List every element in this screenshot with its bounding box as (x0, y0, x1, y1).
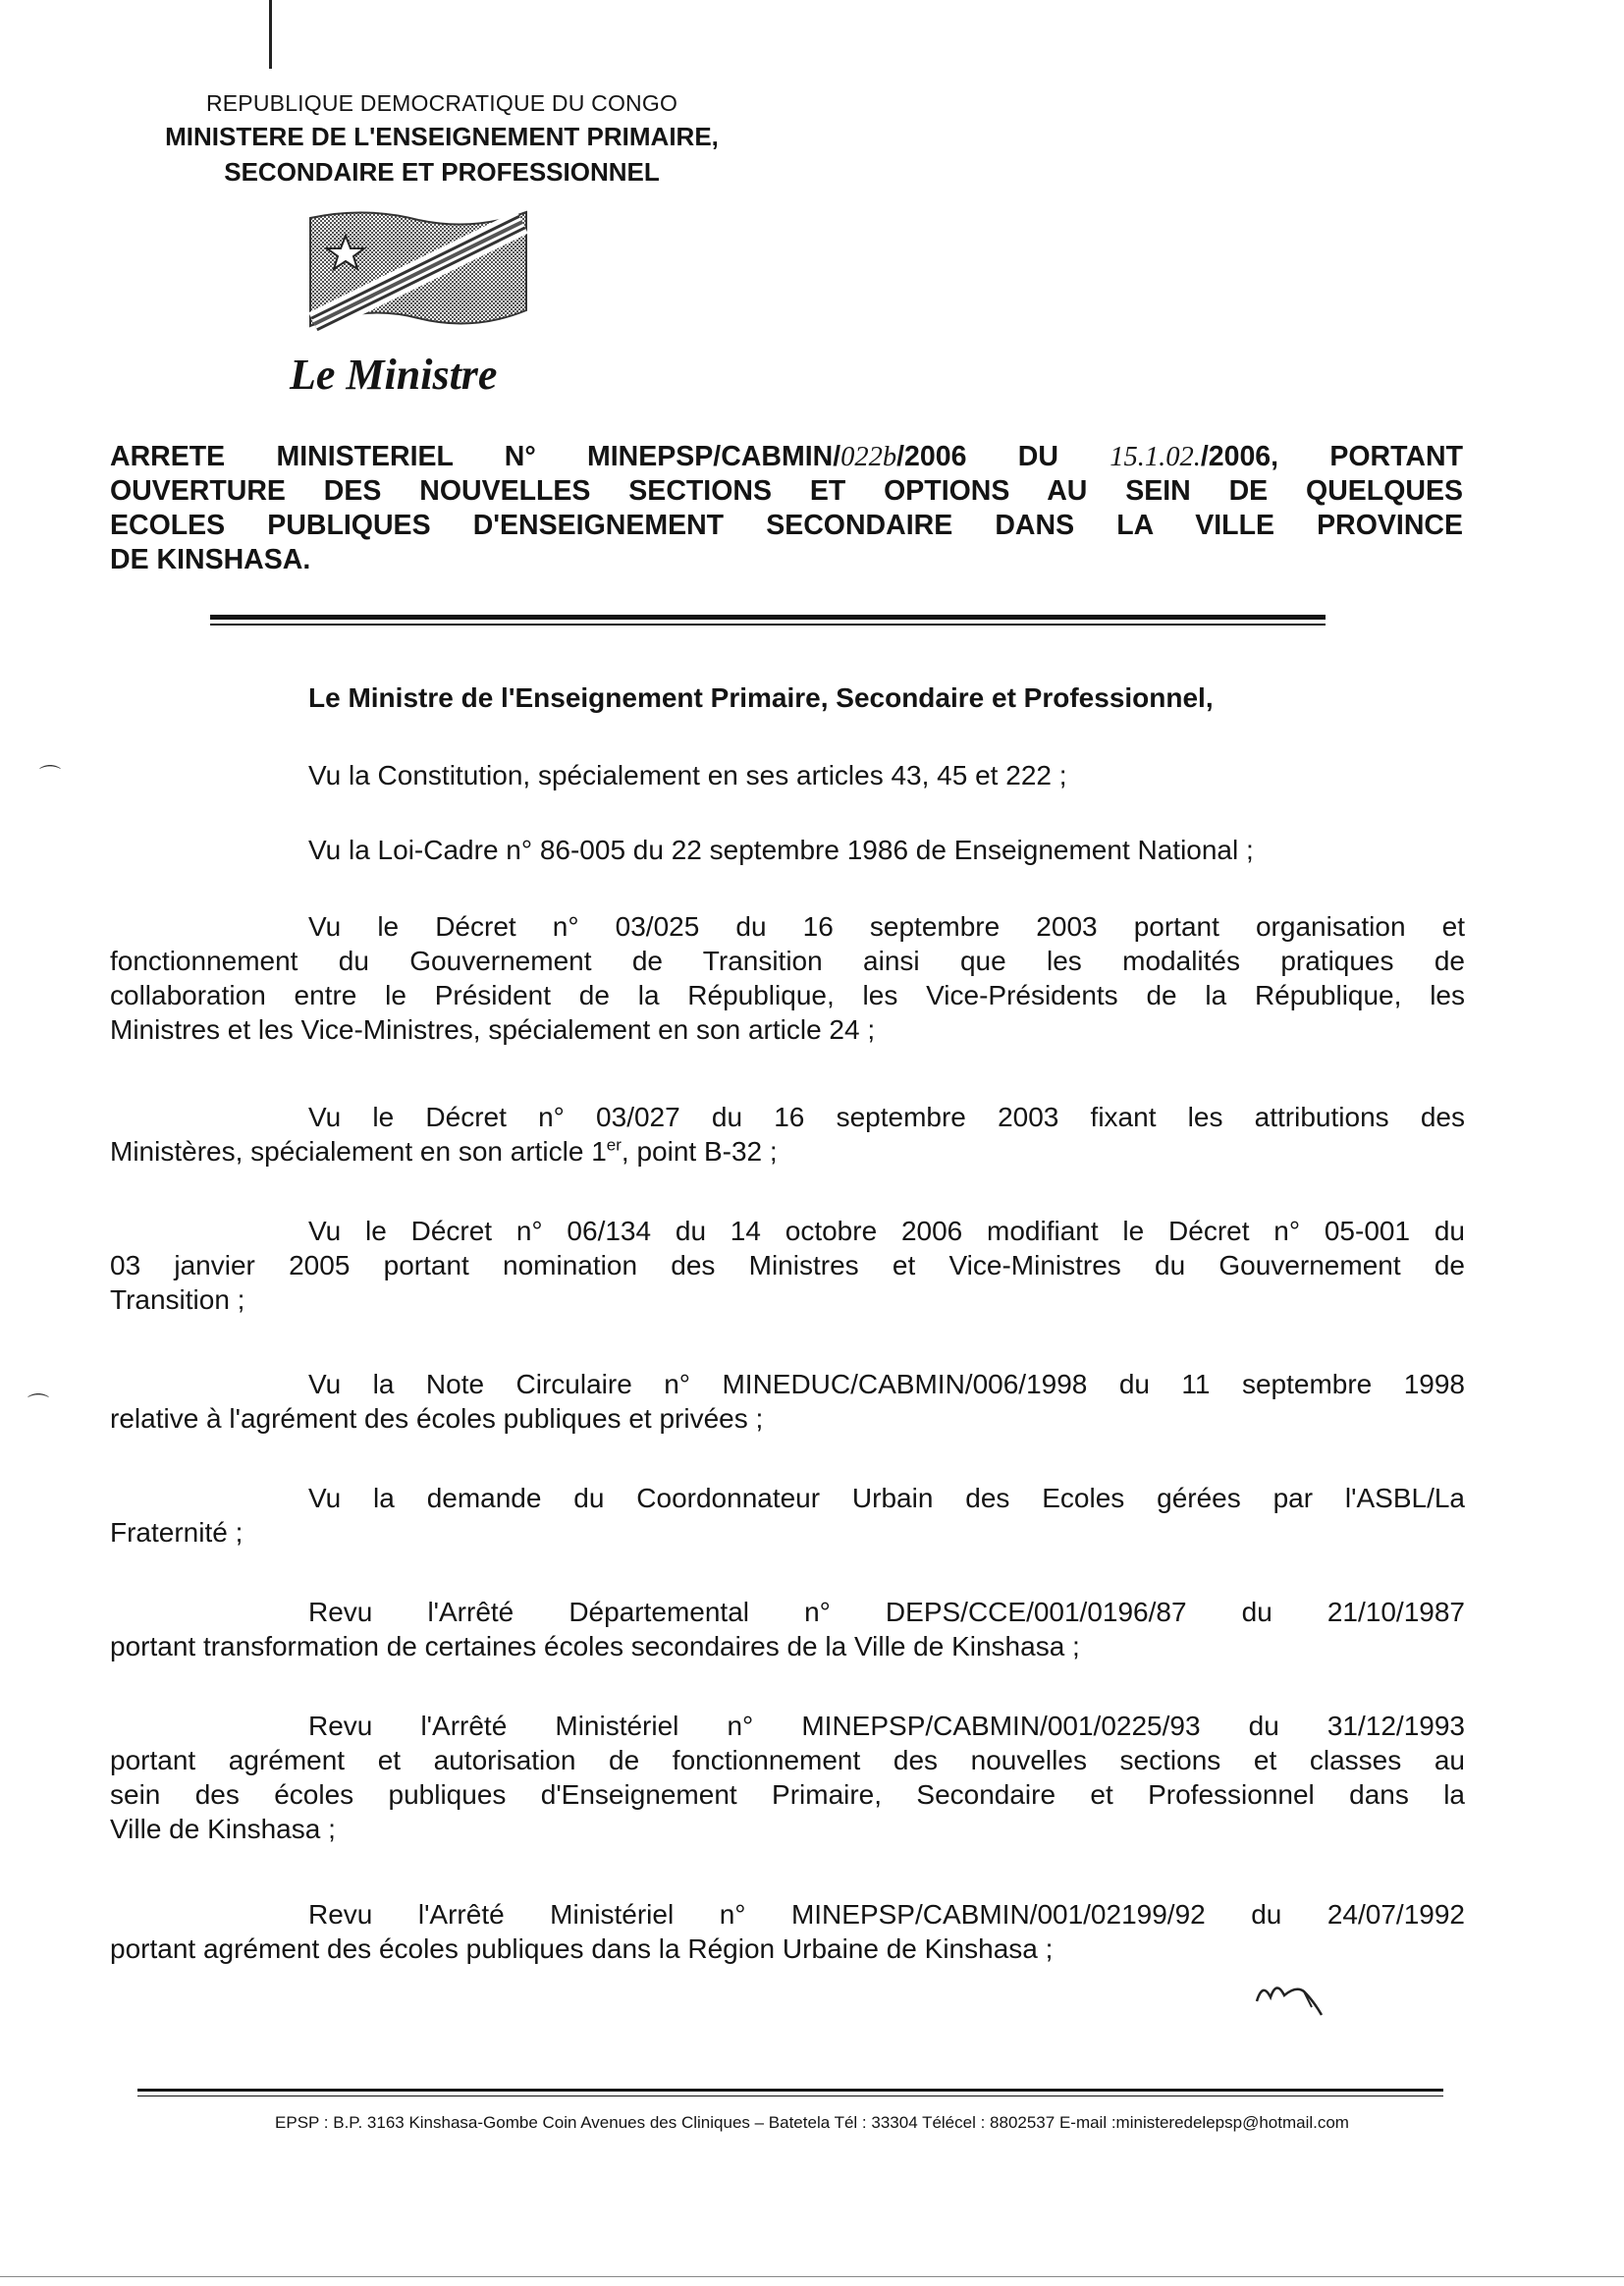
paragraph-line: Transition ; (110, 1284, 245, 1315)
margin-mark: ⌒ (27, 1392, 50, 1417)
paragraph-line: Vu la Loi-Cadre n° 86-005 du 22 septembre 1986 de Enseignement National ; (308, 835, 1254, 865)
paragraph (110, 833, 1465, 867)
decree-title (110, 440, 1463, 577)
flag-drc-icon (306, 202, 530, 336)
margin-mark: ⌒ (39, 764, 62, 789)
paragraph-line: 03 janvier 2005 portant nomination des Ministres et Vice-Ministres du Gouvernement de (110, 1250, 1465, 1280)
paragraph (110, 1100, 1465, 1169)
paragraph (110, 1481, 1465, 1550)
paragraph (110, 758, 1465, 792)
paragraph-line: Vu le Décret n° 03/025 du 16 septembre 2003 portant organisation et (308, 911, 1465, 942)
paragraph-line: Vu le Décret n° 03/027 du 16 septembre 2003 fixant les attributions des (308, 1102, 1465, 1132)
paragraph (110, 1595, 1465, 1663)
title-line: DE KINSHASA. (110, 544, 311, 575)
handwritten-number: 022b (840, 442, 897, 472)
paragraph-line: portant agrément et autorisation de fonctionnement des nouvelles sections et classes au (110, 1745, 1465, 1775)
title-line: OUVERTURE DES NOUVELLES SECTIONS ET OPTIONS AU SEIN DE QUELQUES (110, 475, 1463, 507)
scan-mark (269, 0, 272, 69)
paragraph (110, 1897, 1465, 1966)
paragraph-line: portant agrément des écoles publiques dans la Région Urbaine de Kinshasa ; (110, 1933, 1054, 1964)
scan-mark (0, 2276, 1624, 2277)
title-rule (210, 624, 1326, 626)
paragraph-line: Vu la Constitution, spécialement en ses articles 43, 45 et 222 ; (308, 760, 1067, 790)
republic-name: REPUBLIQUE DEMOCRATIQUE DU CONGO (205, 90, 678, 116)
paragraph-line: Vu la demande du Coordonnateur Urbain des Ecoles gérées par l'ASBL/La (308, 1483, 1465, 1513)
minister-heading: Le Ministre de l'Enseignement Primaire, Secondaire et Professionnel, (308, 682, 1214, 713)
paragraph-line: relative à l'agrément des écoles publiques et privées ; (110, 1403, 764, 1434)
paragraph-line: Revu l'Arrêté Ministériel n° MINEPSP/CABMIN/001/0225/93 du 31/12/1993 (308, 1711, 1465, 1741)
paragraph (110, 909, 1465, 1047)
paragraph-line: portant transformation de certaines écoles secondaires de la Ville de Kinshasa ; (110, 1631, 1080, 1661)
footer-contact: EPSP : B.P. 3163 Kinshasa-Gombe Coin Avenues des Cliniques – Batetela Tél : 33304 Télécel : 8802537 E-mail :ministeredelepsp@hotmail.com (275, 2113, 1349, 2132)
paragraph-line: fonctionnement du Gouvernement de Transition ainsi que les modalités pratiques de (110, 946, 1465, 976)
title-line: ECOLES PUBLIQUES D'ENSEIGNEMENT SECONDAIRE DANS LA VILLE PROVINCE (110, 510, 1463, 541)
initials-signature-icon (1253, 1972, 1331, 2019)
ministry-name-line1: MINISTERE DE L'ENSEIGNEMENT PRIMAIRE, (165, 122, 719, 151)
paragraph-line: Vu le Décret n° 06/134 du 14 octobre 2006 modifiant le Décret n° 05-001 du (308, 1216, 1465, 1246)
paragraph-line: Fraternité ; (110, 1517, 244, 1548)
ministry-name-line2: SECONDAIRE ET PROFESSIONNEL (224, 157, 660, 187)
paragraph-line: Ministères, spécialement en son article 1er, point B-32 ; (110, 1135, 778, 1167)
title-line: ARRETE MINISTERIEL N° MINEPSP/CABMIN/022b/2006 DU 15.1.02./2006, PORTANT (110, 441, 1463, 472)
paragraph-line: Vu la Note Circulaire n° MINEDUC/CABMIN/006/1998 du 11 septembre 1998 (308, 1369, 1465, 1399)
title-rule (210, 615, 1326, 620)
paragraph-line: Revu l'Arrêté Départemental n° DEPS/CCE/001/0196/87 du 21/10/1987 (308, 1597, 1465, 1627)
paragraph (110, 1214, 1465, 1317)
signature-title: Le Ministre (290, 351, 498, 399)
paragraph-line: Ministres et les Vice-Ministres, spécialement en son article 24 ; (110, 1014, 876, 1045)
paragraph (110, 1709, 1465, 1846)
paragraph-line: Revu l'Arrêté Ministériel n° MINEPSP/CABMIN/001/02199/92 du 24/07/1992 (308, 1899, 1465, 1930)
handwritten-date: 15.1.02. (1110, 442, 1201, 472)
paragraph-line: Ville de Kinshasa ; (110, 1814, 336, 1844)
paragraph (110, 1367, 1465, 1436)
paragraph-line: collaboration entre le Président de la République, les Vice-Présidents de la République, les (110, 980, 1465, 1010)
footer-rule (137, 2089, 1443, 2092)
paragraph-line: sein des écoles publiques d'Enseignement Primaire, Secondaire et Professionnel dans la (110, 1779, 1465, 1810)
